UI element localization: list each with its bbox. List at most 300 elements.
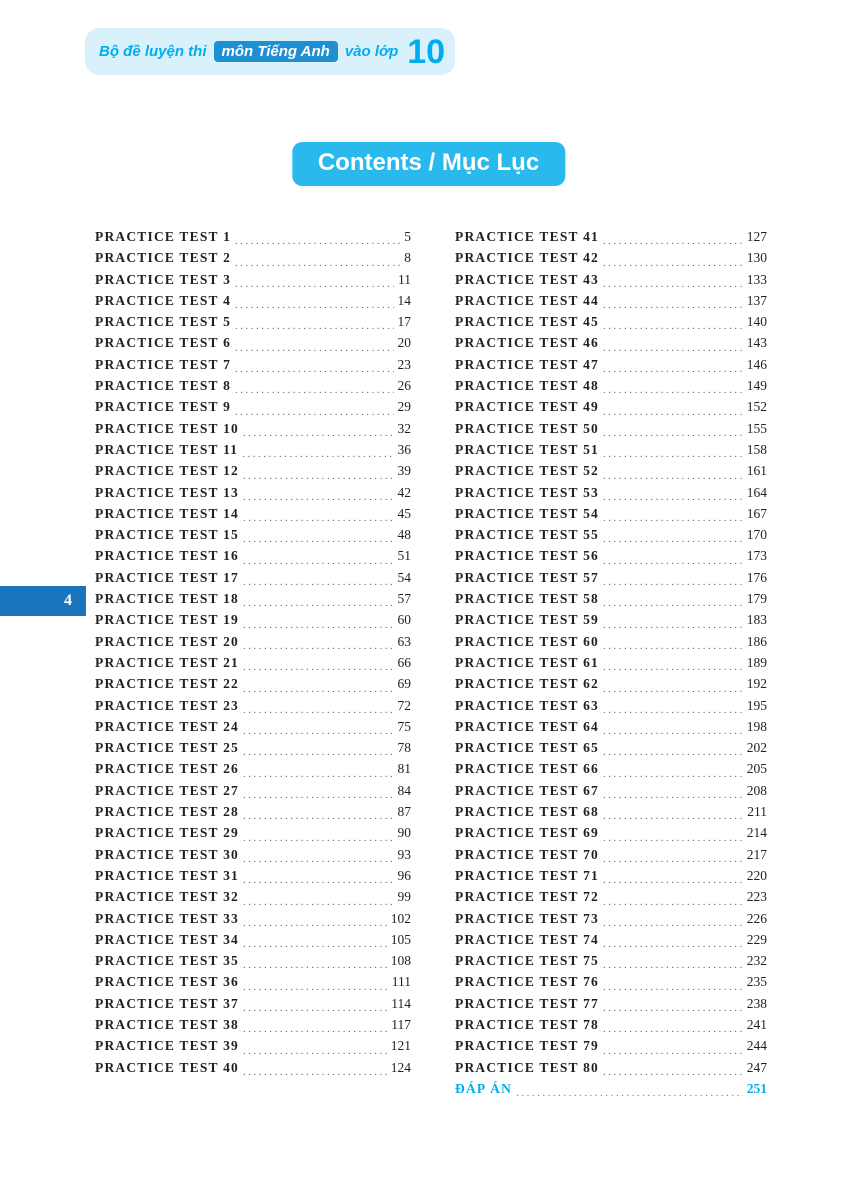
toc-row [95,463,411,484]
toc-row [455,719,767,740]
toc-entry-page: 223 [746,889,767,905]
toc-entry-label: PRACTICE TEST 38 [95,1016,239,1032]
toc-row [95,357,411,378]
toc-entry-label: PRACTICE TEST 58 [455,591,599,607]
banner-grade-number: 10 [407,32,446,71]
toc-entry-page: 63 [397,633,411,649]
dot-leader [603,555,743,570]
toc-row [95,825,411,846]
dot-leader [603,768,743,783]
toc-entry-page: 195 [746,697,767,713]
toc-entry-label: PRACTICE TEST 59 [455,612,599,628]
toc-entry-label: PRACTICE TEST 26 [95,761,239,777]
dot-leader [243,512,394,527]
toc-row [95,953,411,974]
toc-row [455,676,767,697]
toc-row [95,804,411,825]
toc-row [455,740,767,761]
dot-leader [243,810,394,825]
toc-row [455,485,767,506]
toc-entry-page: 164 [746,484,767,500]
toc-entry-page: 111 [391,974,411,990]
toc-entry-label: PRACTICE TEST 31 [95,867,239,883]
toc-row [455,272,767,293]
toc-entry-label: PRACTICE TEST 34 [95,931,239,947]
dot-leader [243,832,394,847]
toc-entry-page: 137 [746,292,767,308]
dot-leader [603,725,743,740]
dot-leader [603,257,743,272]
toc-entry-page: 186 [746,633,767,649]
toc-entry-label: PRACTICE TEST 37 [95,995,239,1011]
toc-entry-page: 57 [397,591,411,607]
dot-leader [243,896,394,911]
banner-text-middle: vào lớp [344,43,399,60]
toc-entry-label: PRACTICE TEST 12 [95,463,239,479]
toc-entry-page: 26 [397,378,411,394]
toc-entry-page: 124 [390,1059,411,1075]
toc-row [455,335,767,356]
toc-column-right [455,229,767,1102]
dot-leader [242,448,393,463]
toc-entry-page: 158 [746,441,767,457]
dot-leader [243,704,394,719]
toc-row [455,378,767,399]
toc-entry-page: 189 [746,654,767,670]
toc-entry-page: 84 [397,782,411,798]
toc-entry-page: 69 [397,676,411,692]
toc-entry-page: 241 [746,1016,767,1032]
toc-entry-label: PRACTICE TEST 74 [455,931,599,947]
toc-entry-label: PRACTICE TEST 35 [95,953,239,969]
toc-entry-page: 117 [391,1016,411,1032]
toc-entry-label: PRACTICE TEST 13 [95,484,239,500]
toc-entry-page: 60 [397,612,411,628]
toc-entry-page: 32 [397,420,411,436]
contents-title: Contents / Mục Lục [292,142,565,186]
toc-row [95,761,411,782]
dot-leader [603,512,743,527]
toc-entry-page: 75 [397,718,411,734]
toc-entry-page: 14 [397,292,411,308]
dot-leader [603,342,743,357]
toc-entry-label: PRACTICE TEST 66 [455,761,599,777]
dot-leader [243,1002,387,1017]
toc-entry-page: 179 [746,591,767,607]
toc-entry-label: PRACTICE TEST 2 [95,250,232,266]
toc-entry-page: 108 [390,953,411,969]
toc-entry-page: 121 [390,1038,411,1054]
toc-entry-page: 170 [746,527,767,543]
dot-leader [603,683,743,698]
toc-entry-label: PRACTICE TEST 76 [455,974,599,990]
toc-entry-page: 96 [397,867,411,883]
toc-entry-label: PRACTICE TEST 15 [95,527,239,543]
toc-entry-label: PRACTICE TEST 46 [455,335,599,351]
dot-leader [603,853,743,868]
dot-leader [243,1066,387,1081]
toc-entry-page: 20 [397,335,411,351]
toc-row [95,783,411,804]
dot-leader [243,1023,387,1038]
toc-entry-page: 114 [391,995,411,1011]
toc-row [455,698,767,719]
toc-entry-page: 39 [397,463,411,479]
dot-leader [603,810,743,825]
toc-entry-label: PRACTICE TEST 43 [455,271,599,287]
toc-entry-label: PRACTICE TEST 5 [95,314,232,330]
toc-row [455,421,767,442]
toc-entry-page: 235 [746,974,767,990]
toc-entry-label: PRACTICE TEST 79 [455,1038,599,1054]
toc-entry-page: 36 [397,441,411,457]
dot-leader [603,491,743,506]
dot-leader [603,533,743,548]
toc-row [455,591,767,612]
dot-leader [603,661,743,676]
toc-row [455,974,767,995]
dot-leader [243,555,394,570]
dot-leader [243,746,394,761]
dot-leader [603,597,743,612]
dot-leader [243,533,394,548]
toc-row [95,868,411,889]
toc-entry-label: PRACTICE TEST 39 [95,1038,239,1054]
dot-leader [235,299,393,314]
toc-entry-label: PRACTICE TEST 77 [455,995,599,1011]
toc-entry-label: ĐÁP ÁN [455,1080,513,1096]
toc-row [95,335,411,356]
dot-leader [603,619,743,634]
toc-entry-label: PRACTICE TEST 4 [95,292,232,308]
toc-entry-page: 29 [397,399,411,415]
toc-row [95,740,411,761]
toc-entry-label: PRACTICE TEST 60 [455,633,599,649]
toc-row [455,399,767,420]
toc-row [455,847,767,868]
toc-row [455,527,767,548]
toc-entry-label: PRACTICE TEST 63 [455,697,599,713]
toc-row [95,847,411,868]
toc-entry-page: 214 [746,825,767,841]
toc-row [455,655,767,676]
toc-row [455,612,767,633]
banner-text-prefix: Bộ đề luyện thi [99,43,207,60]
toc-row [95,506,411,527]
toc-entry-label: PRACTICE TEST 7 [95,356,232,372]
toc-row [455,911,767,932]
dot-leader [243,768,394,783]
toc-row [95,570,411,591]
toc-entry-label: PRACTICE TEST 24 [95,718,239,734]
toc-entry-page: 11 [398,271,411,287]
toc-row [95,378,411,399]
toc-entry-label: PRACTICE TEST 9 [95,399,232,415]
toc-entry-page: 244 [746,1038,767,1054]
toc-entry-label: PRACTICE TEST 14 [95,505,239,521]
toc-entry-label: PRACTICE TEST 28 [95,804,239,820]
dot-leader [243,981,388,996]
toc-entry-label: PRACTICE TEST 51 [455,441,599,457]
toc-entry-label: PRACTICE TEST 19 [95,612,239,628]
toc-row [95,229,411,250]
page-number-tab: 4 [0,586,86,616]
toc-entry-label: PRACTICE TEST 20 [95,633,239,649]
dot-leader [603,832,743,847]
toc-entry-label: PRACTICE TEST 16 [95,548,239,564]
toc-entry-page: 211 [747,804,767,820]
dot-leader [243,470,394,485]
dot-leader [603,789,743,804]
banner-highlight-box: môn Tiếng Anh [214,41,338,62]
toc-entry-label: PRACTICE TEST 25 [95,740,239,756]
toc-entry-page: 143 [746,335,767,351]
toc-row [95,911,411,932]
toc-entry-page: 130 [746,250,767,266]
dot-leader [243,619,394,634]
toc-row [95,1060,411,1081]
dot-leader [603,235,743,250]
toc-entry-page: 81 [397,761,411,777]
toc-entry-label: PRACTICE TEST 18 [95,591,239,607]
toc-entry-page: 217 [746,846,767,862]
toc-entry-page: 167 [746,505,767,521]
dot-leader [603,640,743,655]
dot-leader [243,959,387,974]
toc-row [95,250,411,271]
dot-leader [603,874,743,889]
toc-row [95,676,411,697]
toc-entry-label: PRACTICE TEST 67 [455,782,599,798]
toc-entry-page: 102 [390,910,411,926]
dot-leader [243,640,394,655]
toc-entry-page: 173 [746,548,767,564]
toc-entry-page: 127 [746,229,767,244]
dot-leader [243,1045,387,1060]
toc-entry-page: 78 [397,740,411,756]
toc-entry-page: 23 [397,356,411,372]
toc-entry-page: 54 [397,569,411,585]
toc-entry-page: 226 [746,910,767,926]
toc-row [455,357,767,378]
toc-entry-page: 105 [390,931,411,947]
toc-row [455,825,767,846]
toc-entry-page: 146 [746,356,767,372]
dot-leader [603,1066,743,1081]
toc-row [455,996,767,1017]
toc-entry-page: 149 [746,378,767,394]
dot-leader [603,384,743,399]
toc-entry-label: PRACTICE TEST 23 [95,697,239,713]
toc-entry-page: 152 [746,399,767,415]
toc-entry-page: 183 [746,612,767,628]
book-title-banner [85,28,455,75]
toc-row [455,889,767,910]
toc-entry-label: PRACTICE TEST 49 [455,399,599,415]
toc-entry-label: PRACTICE TEST 45 [455,314,599,330]
toc-row [455,868,767,889]
toc-entry-page: 8 [404,250,411,266]
toc-entry-label: PRACTICE TEST 42 [455,250,599,266]
toc-entry-label: PRACTICE TEST 50 [455,420,599,436]
toc-entry-page: 66 [397,654,411,670]
toc-row [455,1081,767,1102]
dot-leader [603,320,743,335]
toc-entry-label: PRACTICE TEST 65 [455,740,599,756]
toc-entry-label: PRACTICE TEST 61 [455,654,599,670]
toc-entry-label: PRACTICE TEST 69 [455,825,599,841]
toc-row [95,1038,411,1059]
toc-entry-page: 45 [397,505,411,521]
toc-row [95,527,411,548]
dot-leader [603,448,743,463]
toc-entry-label: PRACTICE TEST 53 [455,484,599,500]
toc-row [95,889,411,910]
toc-entry-label: PRACTICE TEST 8 [95,378,232,394]
toc-entry-label: PRACTICE TEST 6 [95,335,232,351]
toc-entry-label: PRACTICE TEST 73 [455,910,599,926]
toc-column-left [95,229,411,1081]
toc-row [455,442,767,463]
toc-row [95,698,411,719]
toc-entry-page: 198 [746,718,767,734]
toc-entry-label: PRACTICE TEST 11 [95,441,239,457]
dot-leader [603,299,743,314]
toc-row [95,1017,411,1038]
toc-row [95,399,411,420]
toc-entry-page: 238 [746,995,767,1011]
toc-entry-label: PRACTICE TEST 1 [95,229,232,244]
toc-entry-page: 93 [397,846,411,862]
toc-row [455,1038,767,1059]
toc-entry-page: 42 [397,484,411,500]
toc-row [95,996,411,1017]
dot-leader [603,981,743,996]
dot-leader [243,427,394,442]
toc-entry-page: 17 [397,314,411,330]
toc-row [455,229,767,250]
toc-row [455,804,767,825]
toc-row [455,463,767,484]
dot-leader [603,959,743,974]
toc-entry-label: PRACTICE TEST 44 [455,292,599,308]
toc-entry-label: PRACTICE TEST 78 [455,1016,599,1032]
dot-leader [603,406,743,421]
dot-leader [603,470,743,485]
toc-entry-page: 202 [746,740,767,756]
toc-row [95,548,411,569]
toc-entry-label: PRACTICE TEST 47 [455,356,599,372]
dot-leader [243,789,394,804]
toc-row [455,953,767,974]
toc-entry-label: PRACTICE TEST 70 [455,846,599,862]
toc-row [95,442,411,463]
dot-leader [603,896,743,911]
dot-leader [235,384,393,399]
toc-entry-label: PRACTICE TEST 22 [95,676,239,692]
dot-leader [243,917,387,932]
toc-row [455,293,767,314]
toc-row [455,570,767,591]
toc-entry-page: 247 [746,1059,767,1075]
toc-entry-page: 229 [746,931,767,947]
toc-entry-label: PRACTICE TEST 62 [455,676,599,692]
toc-row [455,250,767,271]
toc-entry-label: PRACTICE TEST 32 [95,889,239,905]
toc-entry-label: PRACTICE TEST 33 [95,910,239,926]
dot-leader [603,917,743,932]
dot-leader [603,704,743,719]
dot-leader [243,938,387,953]
dot-leader [603,363,743,378]
toc-entry-label: PRACTICE TEST 64 [455,718,599,734]
toc-entry-page: 176 [746,569,767,585]
toc-entry-page: 232 [746,953,767,969]
dot-leader [243,597,394,612]
dot-leader [243,874,394,889]
dot-leader [243,853,394,868]
toc-entry-label: PRACTICE TEST 57 [455,569,599,585]
toc-entry-page: 220 [746,867,767,883]
toc-entry-label: PRACTICE TEST 54 [455,505,599,521]
toc-row [455,548,767,569]
toc-row [95,932,411,953]
toc-row [455,314,767,335]
dot-leader [235,278,394,293]
dot-leader [243,725,394,740]
toc-entry-page: 5 [404,229,411,244]
toc-row [455,1017,767,1038]
dot-leader [603,938,743,953]
toc-entry-label: PRACTICE TEST 40 [95,1059,239,1075]
toc-entry-label: PRACTICE TEST 29 [95,825,239,841]
dot-leader [235,363,393,378]
toc-entry-label: PRACTICE TEST 41 [455,229,599,244]
toc-entry-page: 87 [397,804,411,820]
dot-leader [603,1002,743,1017]
toc-entry-page: 140 [746,314,767,330]
dot-leader [243,661,394,676]
toc-entry-label: PRACTICE TEST 71 [455,867,599,883]
toc-row [455,761,767,782]
toc-row [455,506,767,527]
toc-row [455,1060,767,1081]
toc-row [95,634,411,655]
dot-leader [243,683,394,698]
toc-row [95,272,411,293]
toc-entry-label: PRACTICE TEST 75 [455,953,599,969]
toc-entry-page: 90 [397,825,411,841]
toc-entry-page: 133 [746,271,767,287]
toc-entry-label: PRACTICE TEST 30 [95,846,239,862]
toc-row [95,421,411,442]
dot-leader [603,427,743,442]
toc-entry-page: 205 [746,761,767,777]
toc-row [455,783,767,804]
toc-row [95,314,411,335]
dot-leader [243,576,394,591]
dot-leader [603,746,743,761]
toc-entry-label: PRACTICE TEST 36 [95,974,239,990]
toc-entry-label: PRACTICE TEST 48 [455,378,599,394]
dot-leader [603,278,743,293]
toc-entry-label: PRACTICE TEST 56 [455,548,599,564]
toc-entry-label: PRACTICE TEST 72 [455,889,599,905]
dot-leader [235,235,400,250]
toc-entry-label: PRACTICE TEST 55 [455,527,599,543]
toc-row [95,655,411,676]
dot-leader [235,320,393,335]
